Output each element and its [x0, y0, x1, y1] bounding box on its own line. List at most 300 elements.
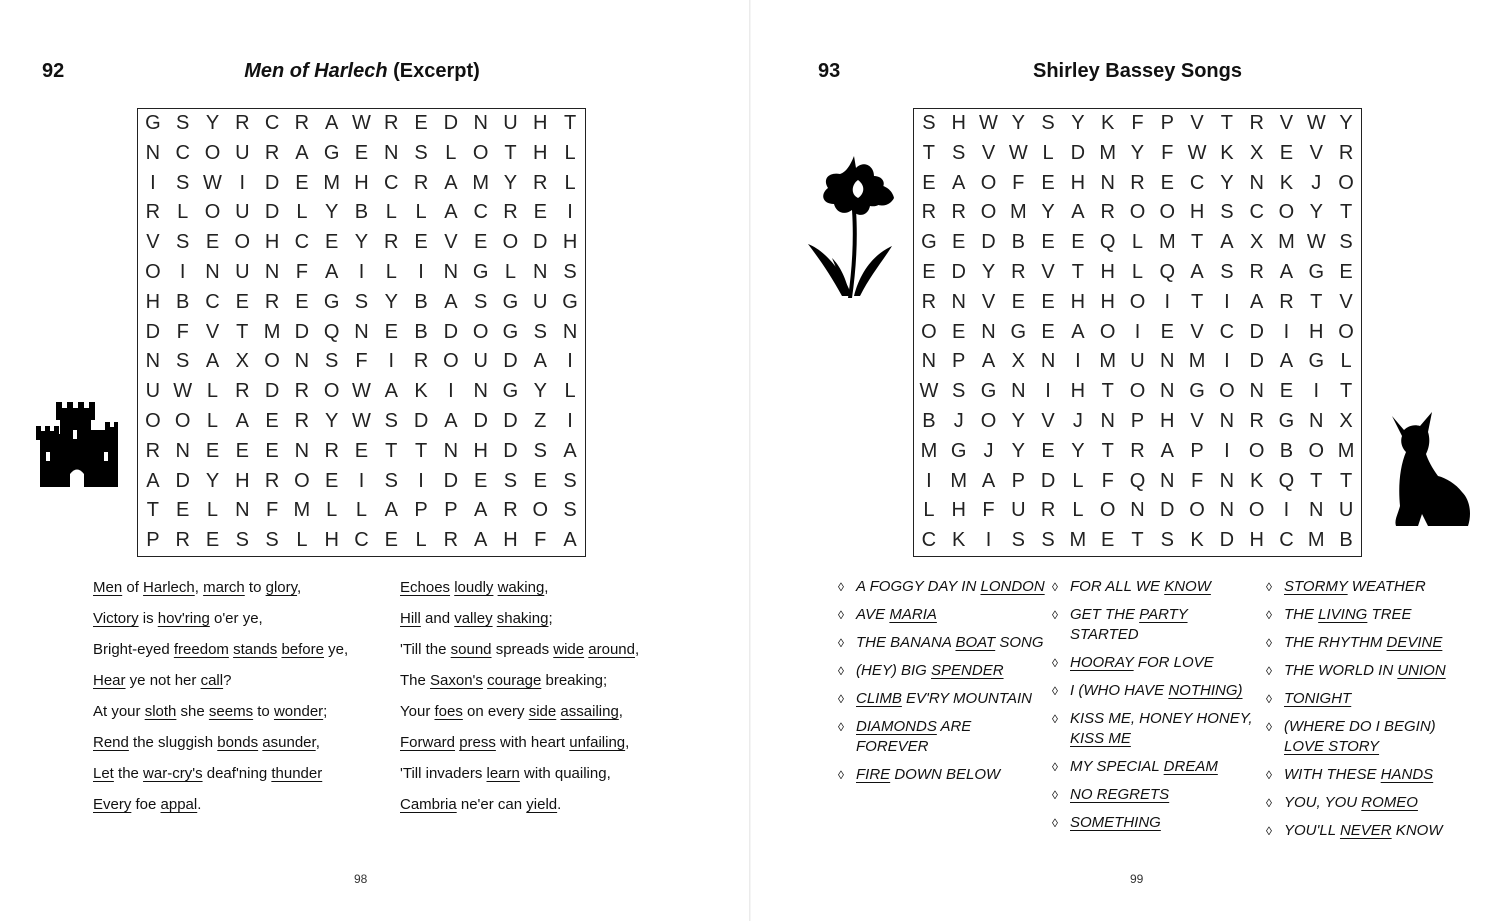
grid-letter: N — [1249, 380, 1264, 403]
text-segment: I (WHO HAVE — [1070, 682, 1169, 699]
text-segment: KISS ME, HONEY HONEY, — [1070, 710, 1253, 727]
grid-letter: M — [1009, 201, 1027, 224]
grid-letter: Q — [1129, 469, 1146, 492]
hidden-word: sloth — [144, 703, 177, 720]
grid-letter: M — [263, 320, 281, 343]
grid-letter: O — [472, 141, 489, 164]
hidden-word: ROMEO — [1361, 794, 1418, 811]
grid-letter: I — [1283, 320, 1290, 343]
grid-letter: I — [1164, 290, 1171, 313]
grid-row — [138, 228, 585, 258]
song-item — [838, 633, 1046, 653]
grid-letter: O — [502, 231, 519, 254]
grid-letter: N — [294, 439, 310, 462]
grid-row — [914, 228, 1361, 258]
grid-letter: A — [533, 350, 547, 373]
grid-letter: U — [235, 260, 250, 283]
grid-letter: N — [384, 141, 399, 164]
grid-letter: K — [1279, 171, 1294, 194]
grid-letter: T — [1131, 529, 1144, 552]
grid-row — [138, 526, 585, 556]
grid-letter: D — [145, 320, 161, 343]
grid-letter: S — [563, 499, 577, 522]
grid-letter: J — [1072, 409, 1083, 432]
song-item — [1052, 653, 1260, 673]
grid-row — [914, 377, 1361, 407]
song-item — [1266, 633, 1474, 653]
grid-row — [138, 377, 585, 407]
text-segment: of — [122, 579, 144, 596]
grid-letter: A — [1220, 231, 1234, 254]
grid-letter: I — [1224, 290, 1230, 313]
grid-letter: V — [1190, 320, 1204, 343]
grid-letter: E — [1160, 320, 1174, 343]
grid-row — [138, 109, 585, 139]
text-segment: YOU, YOU — [1284, 794, 1362, 811]
grid-letter: T — [563, 112, 577, 134]
grid-letter: T — [414, 439, 428, 462]
grid-letter: T — [385, 439, 398, 462]
grid-letter: R — [294, 112, 310, 134]
grid-letter: G — [472, 260, 489, 283]
grid-letter: H — [1160, 409, 1175, 432]
grid-letter: I — [1224, 439, 1230, 462]
grid-letter: I — [567, 350, 573, 373]
grid-row — [138, 139, 585, 169]
grid-letter: A — [1249, 290, 1264, 313]
hidden-word: courage — [487, 672, 542, 689]
grid-letter: Y — [981, 260, 996, 283]
grid-letter: A — [473, 529, 488, 552]
word-search-grid — [137, 108, 586, 557]
grid-letter: E — [1011, 290, 1025, 313]
grid-letter: O — [1338, 320, 1354, 343]
grid-letter: U — [503, 112, 518, 134]
hidden-word: assailing — [560, 703, 619, 720]
text-segment: ye not her — [125, 672, 201, 689]
grid-letter: T — [1101, 380, 1114, 403]
grid-letter: R — [921, 201, 937, 224]
grid-row — [914, 288, 1361, 318]
text-segment: 'Till invaders — [400, 765, 487, 782]
grid-letter: L — [504, 260, 517, 283]
grid-letter: G — [1308, 350, 1325, 373]
grid-letter: G — [1189, 380, 1205, 403]
grid-letter: G — [921, 231, 937, 254]
grid-letter: C — [473, 201, 488, 224]
text-segment: ne'er can — [456, 796, 527, 813]
grid-letter: O — [1099, 499, 1116, 522]
grid-letter: C — [205, 290, 220, 313]
grid-letter: E — [235, 290, 249, 313]
grid-row — [138, 437, 585, 467]
grid-letter: H — [324, 529, 339, 552]
grid-letter: R — [921, 290, 937, 313]
grid-row — [914, 437, 1361, 467]
song-item — [1052, 577, 1260, 597]
page-folio: 98 — [354, 872, 368, 886]
grid-letter: I — [358, 469, 365, 492]
puzzle-title: Shirley Bassey Songs — [1033, 60, 1242, 82]
grid-letter: R — [443, 529, 459, 552]
grid-letter: K — [1101, 112, 1115, 134]
grid-letter: T — [146, 499, 159, 522]
grid-letter: C — [264, 112, 280, 134]
grid-letter: L — [355, 499, 368, 522]
grid-letter: H — [503, 529, 518, 552]
diamond-bullet-icon: ◊ — [838, 768, 844, 782]
grid-letter: L — [564, 171, 576, 194]
grid-letter: W — [173, 380, 193, 403]
song-item — [1266, 821, 1474, 841]
grid-letter: G — [980, 380, 997, 403]
text-segment: FOR LOVE — [1133, 654, 1214, 671]
grid-letter: G — [323, 141, 340, 164]
text-segment: , — [297, 579, 302, 596]
hidden-word: PARTY — [1139, 606, 1188, 623]
grid-letter: L — [1131, 231, 1144, 254]
song-item — [838, 689, 1046, 709]
grid-letter: V — [981, 141, 996, 164]
grid-letter: F — [295, 260, 308, 283]
song-item — [838, 577, 1046, 597]
grid-letter: M — [1069, 529, 1087, 552]
hidden-word: unfailing — [569, 734, 626, 751]
grid-letter: M — [1099, 350, 1117, 373]
grid-letter: L — [385, 201, 397, 224]
song-item — [1266, 793, 1474, 813]
hidden-word: yield — [526, 796, 558, 813]
grid-letter: O — [980, 201, 997, 224]
grid-letter: R — [1249, 260, 1264, 283]
grid-letter: A — [384, 380, 398, 403]
grid-letter: S — [265, 529, 279, 552]
grid-letter: N — [205, 260, 220, 283]
text-segment: to — [253, 703, 274, 720]
grid-letter: S — [533, 320, 547, 343]
poem-line — [400, 794, 639, 825]
grid-letter: D — [443, 112, 459, 134]
grid-letter: M — [323, 171, 341, 194]
diamond-bullet-icon: ◊ — [838, 692, 844, 706]
text-segment: (HEY) BIG — [856, 662, 932, 679]
grid-letter: N — [533, 260, 548, 283]
text-segment: SONG — [995, 634, 1044, 651]
grid-letter: R — [264, 141, 280, 164]
song-item — [1266, 661, 1474, 681]
grid-letter: H — [264, 231, 280, 254]
grid-letter: W — [352, 409, 371, 432]
hidden-word: thunder — [271, 765, 323, 782]
grid-letter: A — [1160, 439, 1174, 462]
hidden-word: sound — [450, 641, 492, 658]
grid-letter: A — [444, 290, 458, 313]
grid-letter: Q — [1278, 469, 1295, 492]
page-folio: 99 — [1130, 872, 1144, 886]
grid-letter: N — [235, 499, 250, 522]
grid-letter: G — [502, 290, 519, 313]
grid-letter: N — [1130, 499, 1145, 522]
hidden-word: side — [528, 703, 557, 720]
hidden-word: KNOW — [1164, 578, 1211, 595]
song-item — [838, 661, 1046, 681]
hidden-word: DEVINE — [1386, 634, 1443, 651]
grid-letter: O — [1248, 499, 1265, 522]
poem-line — [400, 639, 639, 670]
grid-letter: I — [1283, 499, 1290, 522]
song-item — [1052, 681, 1260, 701]
poem-line — [400, 732, 639, 763]
grid-letter: D — [503, 350, 518, 373]
grid-letter: L — [564, 141, 576, 164]
grid-letter: K — [1220, 141, 1234, 164]
hidden-word: CLIMB — [856, 690, 902, 707]
grid-letter: R — [1040, 499, 1056, 522]
grid-letter: K — [1190, 529, 1204, 552]
song-item — [1052, 605, 1260, 645]
grid-letter: S — [414, 141, 428, 164]
diamond-bullet-icon: ◊ — [838, 636, 844, 650]
hidden-word: Echoes — [400, 579, 451, 596]
grid-letter: H — [951, 499, 966, 522]
grid-letter: E — [265, 409, 279, 432]
grid-letter: C — [1189, 171, 1205, 194]
grid-letter: O — [204, 201, 221, 224]
text-segment: MY SPECIAL — [1070, 758, 1164, 775]
diamond-bullet-icon: ◊ — [1052, 656, 1058, 670]
hidden-word: call — [200, 672, 224, 689]
grid-letter: A — [952, 171, 966, 194]
grid-letter: N — [1160, 350, 1175, 373]
grid-letter: I — [1313, 380, 1320, 403]
text-segment: breaking; — [541, 672, 608, 689]
hidden-word: STORMY — [1284, 578, 1348, 595]
grid-letter: F — [355, 350, 368, 373]
grid-letter: L — [415, 529, 427, 552]
song-list-column-1 — [838, 577, 1046, 793]
grid-letter: M — [1099, 141, 1117, 164]
grid-letter: E — [384, 529, 398, 552]
grid-letter: E — [922, 171, 936, 194]
grid-letter: F — [982, 499, 995, 522]
grid-letter: N — [354, 320, 369, 343]
grid-letter: O — [264, 350, 280, 373]
grid-letter: I — [418, 469, 424, 492]
poem-line — [400, 577, 639, 608]
grid-row — [914, 407, 1361, 437]
grid-letter: D — [1219, 529, 1235, 552]
grid-letter: N — [145, 350, 161, 373]
grid-letter: V — [981, 290, 996, 313]
grid-letter: Y — [1309, 201, 1323, 224]
hidden-word: Hear — [93, 672, 126, 689]
hidden-word: MARIA — [889, 606, 937, 623]
grid-letter: V — [1339, 290, 1353, 313]
grid-row — [138, 198, 585, 228]
grid-letter: R — [951, 201, 966, 224]
grid-row — [914, 347, 1361, 377]
hidden-word: LIVING — [1318, 606, 1368, 623]
grid-letter: R — [264, 469, 280, 492]
grid-letter: O — [1129, 290, 1146, 313]
hidden-word: asunder — [262, 734, 316, 751]
hidden-word: HOORAY — [1070, 654, 1134, 671]
grid-letter: A — [384, 499, 398, 522]
grid-letter: A — [205, 350, 220, 373]
right-page — [750, 0, 1500, 921]
grid-letter: N — [145, 141, 161, 164]
grid-letter: V — [146, 231, 160, 254]
grid-letter: N — [921, 350, 937, 373]
hidden-word: seems — [208, 703, 254, 720]
grid-letter: Y — [1071, 439, 1085, 462]
grid-letter: U — [235, 201, 250, 224]
text-segment: 'Till the — [400, 641, 451, 658]
grid-letter: E — [1279, 141, 1294, 164]
hidden-word: LOVE STORY — [1284, 738, 1380, 755]
song-item — [1052, 757, 1260, 777]
diamond-bullet-icon: ◊ — [1266, 796, 1272, 810]
grid-letter: E — [473, 469, 488, 492]
grid-letter: I — [388, 350, 395, 373]
grid-row — [138, 496, 585, 526]
hidden-word: HANDS — [1380, 766, 1434, 783]
hidden-word: UNION — [1397, 662, 1446, 679]
grid-letter: N — [264, 260, 280, 283]
grid-letter: M — [293, 499, 311, 522]
grid-letter: O — [443, 350, 459, 373]
grid-letter: U — [1338, 499, 1354, 522]
grid-letter: R — [1100, 201, 1115, 224]
grid-letter: W — [919, 380, 939, 403]
grid-letter: L — [1072, 469, 1084, 492]
grid-letter: J — [983, 439, 994, 462]
grid-letter: P — [1160, 112, 1174, 134]
hidden-word: DREAM — [1163, 758, 1218, 775]
grid-letter: S — [384, 409, 398, 432]
grid-letter: A — [1190, 260, 1204, 283]
grid-letter: D — [264, 380, 280, 403]
grid-letter: N — [294, 350, 310, 373]
grid-letter: E — [325, 469, 339, 492]
grid-letter: D — [264, 201, 280, 224]
grid-letter: S — [563, 260, 577, 283]
poem-line — [93, 701, 348, 732]
grid-letter: A — [1279, 260, 1294, 283]
grid-letter: I — [567, 201, 573, 224]
hidden-word: NO REGRETS — [1070, 786, 1170, 803]
grid-letter: R — [384, 112, 399, 134]
grid-letter: E — [414, 112, 428, 134]
grid-row — [138, 347, 585, 377]
grid-letter: O — [980, 409, 997, 432]
hidden-word: Men — [93, 579, 123, 596]
grid-letter: I — [985, 529, 992, 552]
grid-letter: T — [1190, 290, 1204, 313]
diamond-bullet-icon: ◊ — [1266, 824, 1272, 838]
grid-letter: E — [384, 320, 398, 343]
grid-letter: E — [1041, 290, 1055, 313]
text-segment: deaf'ning — [202, 765, 272, 782]
grid-letter: V — [1190, 409, 1204, 432]
grid-letter: F — [1190, 469, 1204, 492]
grid-letter: D — [473, 409, 488, 432]
grid-letter: P — [444, 499, 458, 522]
hidden-word: Victory — [93, 610, 139, 627]
hidden-word: Hill — [400, 610, 421, 627]
grid-letter: G — [1010, 320, 1027, 343]
grid-letter: H — [533, 112, 548, 134]
grid-letter: B — [922, 409, 936, 432]
grid-letter: E — [354, 141, 369, 164]
hidden-word: Saxon's — [430, 672, 483, 689]
grid-letter: N — [443, 260, 459, 283]
grid-letter: W — [1306, 231, 1326, 254]
grid-letter: D — [1249, 350, 1264, 373]
grid-letter: C — [175, 141, 190, 164]
grid-letter: Y — [325, 201, 339, 224]
grid-letter: E — [1041, 231, 1055, 254]
grid-letter: T — [1310, 469, 1323, 492]
grid-letter: O — [921, 320, 937, 343]
grid-letter: N — [473, 112, 488, 134]
poem-column-2 — [400, 577, 639, 825]
diamond-bullet-icon: ◊ — [838, 720, 844, 734]
song-item — [1052, 709, 1260, 749]
grid-letter: E — [1071, 231, 1085, 254]
grid-letter: N — [562, 320, 578, 343]
grid-letter: W — [203, 171, 222, 194]
diamond-bullet-icon: ◊ — [1266, 636, 1272, 650]
grid-letter: N — [1100, 409, 1115, 432]
hidden-word: wide — [553, 641, 585, 658]
grid-letter: O — [1308, 439, 1325, 462]
hidden-word: learn — [486, 765, 520, 782]
grid-letter: I — [926, 469, 932, 492]
puzzle-number: 93 — [818, 60, 841, 82]
text-segment: FOR ALL WE — [1070, 578, 1165, 595]
grid-letter: L — [206, 409, 219, 432]
grid-letter: R — [145, 439, 161, 462]
grid-letter: I — [1134, 320, 1141, 343]
grid-letter: L — [296, 529, 308, 552]
text-segment: , — [618, 703, 623, 720]
grid-letter: F — [1012, 171, 1025, 194]
grid-letter: U — [235, 141, 250, 164]
grid-letter: N — [1040, 350, 1056, 373]
text-segment: (WHERE DO I BEGIN) — [1284, 718, 1436, 735]
text-segment: , — [315, 734, 320, 751]
grid-letter: H — [951, 112, 966, 134]
grid-letter: S — [563, 469, 577, 492]
grid-letter: H — [473, 439, 488, 462]
grid-letter: E — [176, 499, 190, 522]
grid-letter: S — [176, 231, 190, 254]
grid-letter: D — [1249, 320, 1264, 343]
grid-letter: U — [1130, 350, 1145, 373]
grid-row — [138, 318, 585, 348]
grid-letter: Y — [1011, 409, 1025, 432]
grid-row — [914, 318, 1361, 348]
grid-letter: L — [177, 201, 189, 224]
grid-letter: P — [414, 499, 428, 522]
text-segment: The — [400, 672, 431, 689]
grid-row — [914, 258, 1361, 288]
grid-letter: F — [1161, 141, 1174, 164]
poem-line — [93, 639, 348, 670]
grid-letter: A — [325, 112, 339, 134]
grid-letter: S — [176, 350, 190, 373]
